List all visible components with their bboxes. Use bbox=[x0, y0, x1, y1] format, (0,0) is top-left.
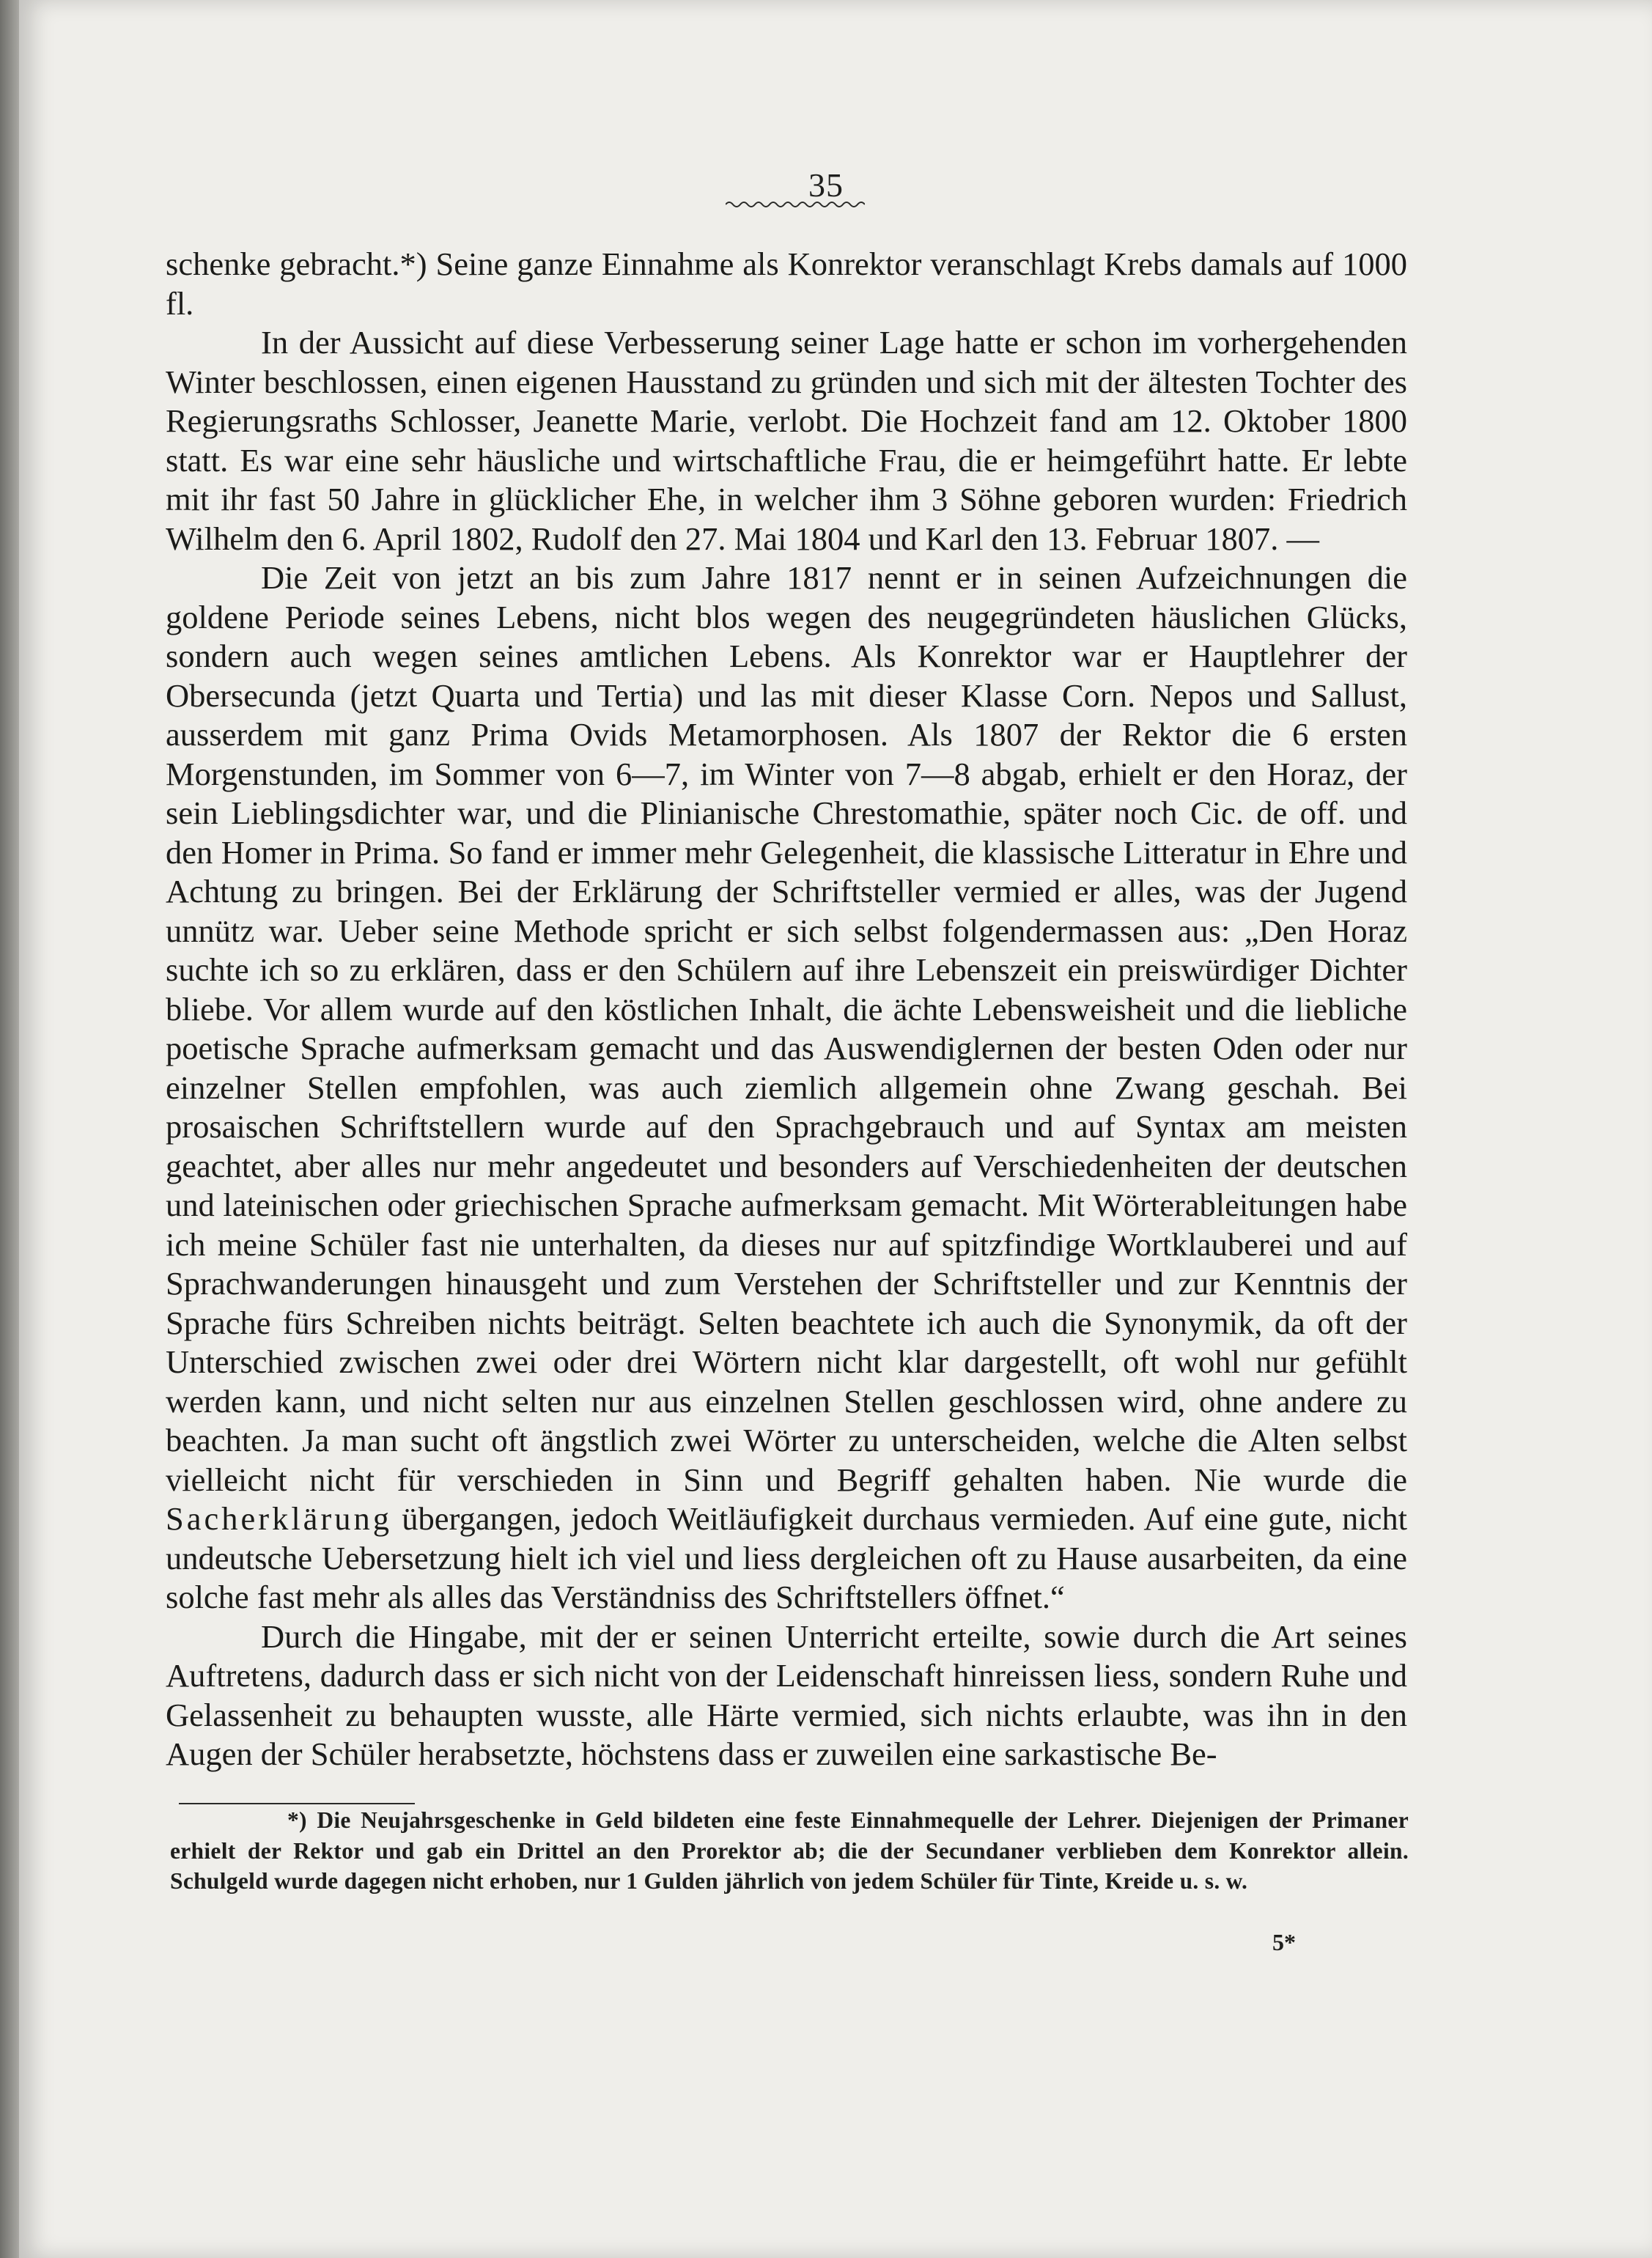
footnote bbox=[170, 1805, 1409, 1897]
page-edge-shadow bbox=[0, 0, 19, 2258]
page-number: 35 bbox=[808, 166, 844, 204]
footnote-text: *) Die Neujahrsgeschenke in Geld bildeten eine feste Einnahmequelle der Lehrer. Diejenigen der Primaner erhielt der Rektor und gab ein Drittel an den Prorektor ab; die der Secundaner verblieben dem Konrektor allein. Schulgeld wurde dagegen nicht erhoben, nur 1 Gulden jährlich von jedem Schüler für Tinte, Kreide u. s. w. bbox=[170, 1807, 1409, 1894]
paragraph-4: Durch die Hingabe, mit der er seinen Unterricht erteilte, sowie durch die Art seines Auftretens, dadurch dass er sich nicht von der Leidenschaft hinreissen liess, sondern Ruhe und Gelassenheit zu behaupten wusste, alle Härte vermied, sich nichts erlaubte, was ihn in den Augen der Schüler herabsetzte, höchstens dass er zuweilen eine sarkastische Be- bbox=[166, 1617, 1407, 1772]
paragraph-1 bbox=[166, 245, 1407, 323]
paragraph-3 bbox=[166, 558, 1407, 1617]
emphasized-term: Sacherklärung bbox=[166, 1500, 393, 1537]
main-text bbox=[166, 245, 1407, 1774]
paragraph-1-start: schenke gebracht.*) bbox=[166, 246, 427, 282]
paragraph-3-part-1: Die Zeit von jetzt an bis zum Jahre 1817 nennt er in seinen Aufzeichnungen die goldene Periode seines Lebens, nicht blos wegen des neugegründeten häuslichen Glücks, sondern auch wegen seines amtlichen Lebens. Als Konrektor war er Hauptlehrer der Obersecunda (jetzt Quarta und Tertia) und las mit dieser Klasse Corn. Nepos und Sallust, ausserdem mit ganz Prima Ovids Metamorphosen. Als 1807 der Rektor die 6 ersten Morgenstunden, im Sommer von 6—7, im Winter von 7—8 abgab, erhielt er den Horaz, der sein Lieblingsdichter war, und die Plinianische Chrestomathie, später noch Cic. de off. und den Homer in Prima. So fand er immer mehr Gelegenheit, die klassische Litteratur in Ehre und Achtung zu bringen. Bei der Erklärung der Schriftsteller vermied er alles, was der Jugend unnütz war. Ueber seine Methode spricht er sich selbst folgendermassen aus: „Den Horaz suchte ich so zu erklären, dass er den Schülern auf ihre Lebenszeit ein preiswürdiger Dichter bliebe. Vor allem wurde auf den köstlichen Inhalt, die ächte Lebensweisheit und die liebliche poetische Sprache aufmerksam gemacht und das Auswendiglernen der besten Oden oder nur einzelner Stellen empfohlen, was auch ziemlich allgemein ohne Zwang geschah. Bei prosaischen Schriftstellern wurde auf den Sprachgebrauch und auf Syntax am meisten geachtet, aber alles nur mehr angedeutet und besonders auf Verschiedenheiten der deutschen und lateinischen oder griechischen Sprache aufmerksam gemacht. Mit Wörterableitungen habe ich meine Schüler fast nie unterhalten, da dieses nur auf spitzfindige Wortklauberei und auf Sprachwanderungen hinausgeht und zum Verstehen der Schriftsteller und zur Kenntnis der Sprache fürs Schreiben nichts beiträgt. Selten beachtete ich auch die Synonymik, da oft der Unterschied zwischen zwei oder drei Wörtern nicht klar dargestellt, oft wohl nur gefühlt werden kann, und nicht selten nur aus einzelnen Stellen geschlossen wird, ohne andere zu beachten. Ja man sucht oft ängstlich zwei Wörter zu unterscheiden, welche die Alten selbst vielleicht nicht für verschieden in Sinn und Begriff gehalten haben. Nie wurde die bbox=[166, 559, 1407, 1498]
footnote-divider bbox=[179, 1803, 415, 1804]
paragraph-1-text: Seine ganze Einnahme als Konrektor veranschlagt Krebs damals auf 1000 fl. bbox=[166, 246, 1407, 322]
ornament-wave-icon bbox=[726, 199, 865, 210]
paragraph-3-part-2: übergangen, jedoch Weitläufigkeit durchaus vermieden. Auf eine gute, nicht undeutsche Uebersetzung hielt ich viel und liess dergleichen oft zu Hause ausarbeiten, da eine solche fast mehr als alles das Verständniss des Schriftstellers öffnet.“ bbox=[166, 1500, 1407, 1615]
paragraph-2: In der Aussicht auf diese Verbesserung seiner Lage hatte er schon im vorhergehenden Winter beschlossen, einen eigenen Hausstand zu gründen und sich mit der ältesten Tochter des Regierungsraths Schlosser, Jeanette Marie, verlobt. Die Hochzeit fand am 12. Oktober 1800 statt. Es war eine sehr häusliche und wirtschaftliche Frau, die er heimgeführt hatte. Er lebte mit ihr fast 50 Jahre in glücklicher Ehe, in welcher ihm 3 Söhne geboren wurden: Friedrich Wilhelm den 6. April 1802, Rudolf den 27. Mai 1804 und Karl den 13. Februar 1807. — bbox=[166, 324, 1407, 557]
signature-mark: 5* bbox=[1272, 1929, 1296, 1955]
